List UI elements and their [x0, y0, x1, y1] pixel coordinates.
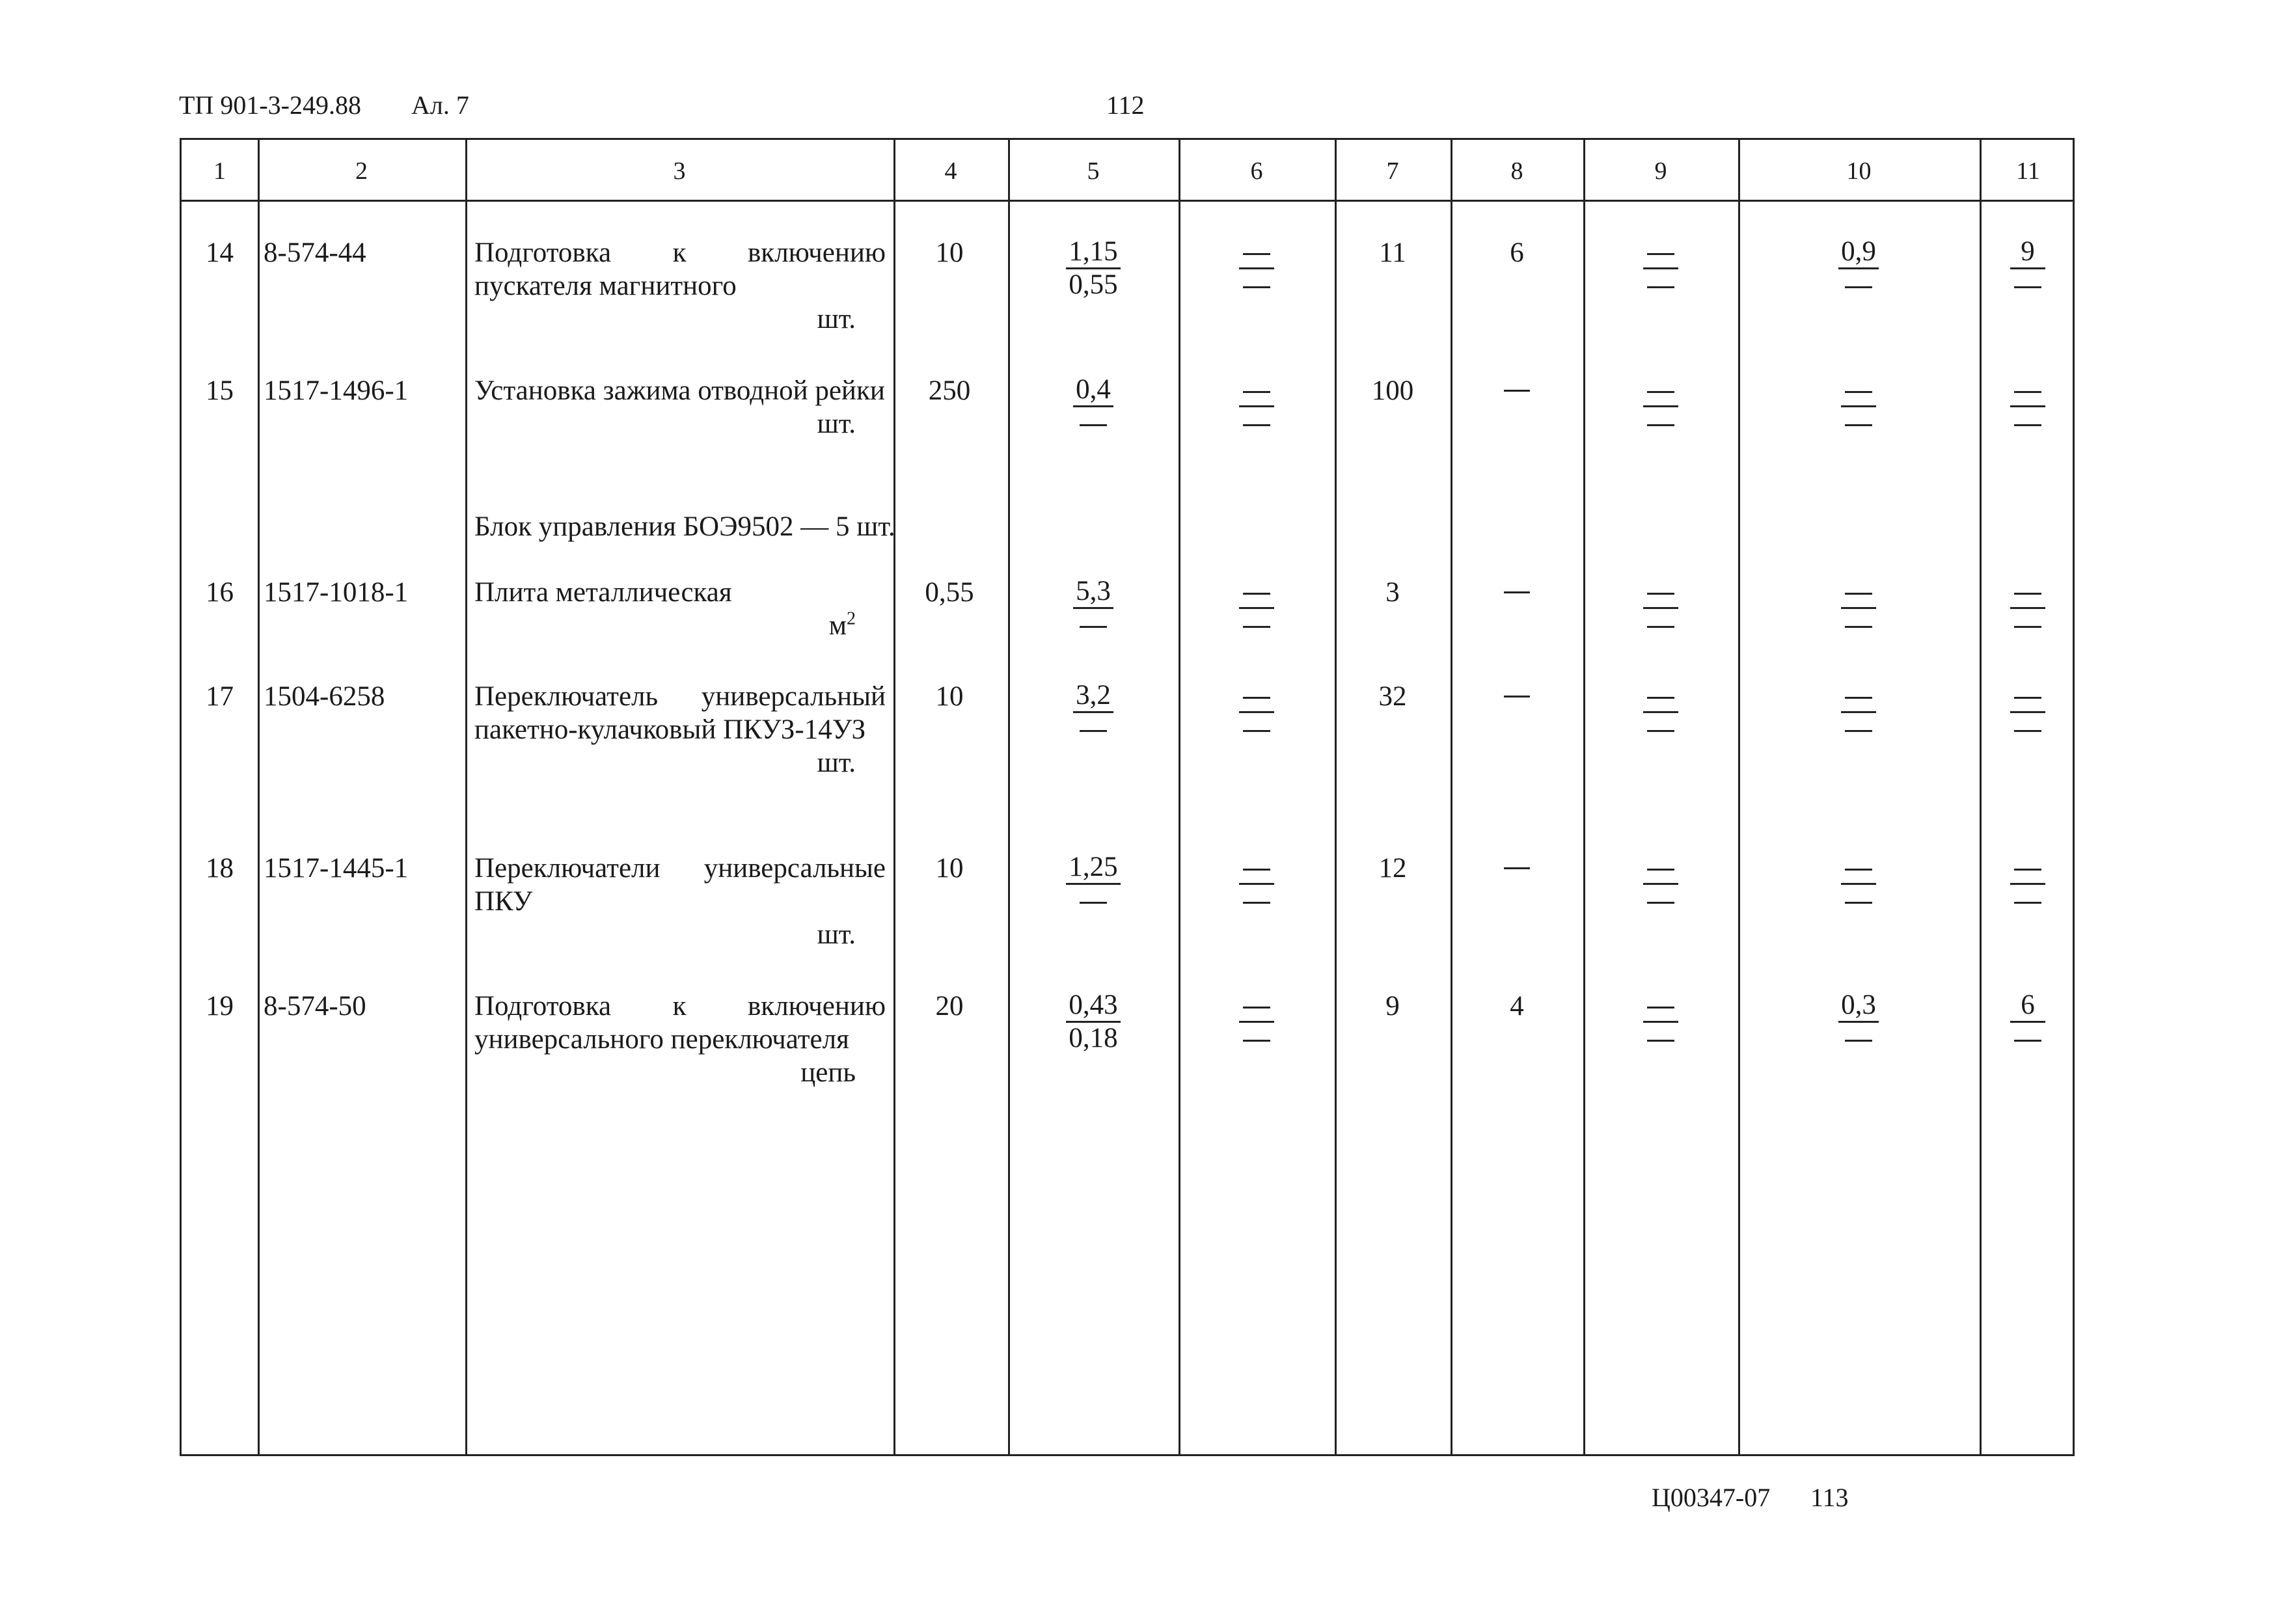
- column-divider: [258, 140, 260, 1454]
- work-description: [474, 852, 886, 951]
- description-text: Подготовка к включению универсального переключателя: [474, 991, 886, 1055]
- quantity: 10: [935, 853, 964, 884]
- description-text: Переключатели универсальные ПКУ: [474, 853, 886, 917]
- quantity: 0,55: [925, 577, 974, 608]
- unit-label: шт.: [817, 304, 856, 334]
- description-text: Плита металлическая: [474, 577, 732, 608]
- col10-value: [1820, 374, 1898, 439]
- row-number: 19: [206, 991, 234, 1022]
- column-header-4: 4: [944, 157, 957, 185]
- quantity: 250: [928, 375, 971, 406]
- col7-value: 12: [1378, 853, 1407, 884]
- col9-value: [1622, 576, 1700, 640]
- col6-value: [1218, 236, 1296, 301]
- sheet-label: Ал. 7: [411, 90, 469, 120]
- column-divider: [1008, 140, 1010, 1454]
- price-code: 1517-1445-1: [264, 853, 409, 884]
- col6-value: [1218, 374, 1296, 439]
- work-description: [474, 236, 886, 336]
- description-text: Переключатель универсальный пакетно-кулачковый ПКУЗ-14УЗ: [474, 681, 886, 745]
- price-code: 1517-1018-1: [264, 577, 409, 608]
- footer-page-number: 113: [1810, 1483, 1849, 1512]
- col7-value: 9: [1385, 991, 1400, 1022]
- col6-value: [1218, 576, 1296, 640]
- col6-value: [1218, 680, 1296, 744]
- col8-value: 6: [1510, 237, 1524, 268]
- price-code: 8-574-50: [264, 991, 366, 1022]
- header-divider: [182, 200, 2073, 202]
- column-header-11: 11: [2016, 157, 2040, 185]
- col11-value: 9: [1989, 236, 2067, 301]
- col9-value: [1622, 852, 1700, 916]
- column-divider: [1335, 140, 1337, 1454]
- row-number: 15: [206, 375, 234, 406]
- column-divider: [465, 140, 467, 1454]
- column-header-8: 8: [1510, 157, 1523, 185]
- col7-value: 11: [1379, 237, 1406, 268]
- unit-label: шт.: [817, 409, 856, 439]
- col11-value: 6: [1989, 990, 2067, 1054]
- col10-value: [1820, 576, 1898, 640]
- column-header-10: 10: [1846, 157, 1872, 185]
- column-header-7: 7: [1386, 157, 1399, 185]
- col5-value: 1,25: [1054, 852, 1132, 916]
- col6-value: [1218, 852, 1296, 916]
- estimate-table: [180, 138, 2075, 1456]
- section-title: Блок управления БОЭ9502 — 5 шт.: [474, 511, 895, 542]
- work-description: [474, 680, 886, 779]
- col9-value: [1622, 374, 1700, 439]
- col5-value: $\frac{1,15}{0,55}$: [1054, 236, 1132, 301]
- col9-value: [1622, 990, 1700, 1054]
- unit-label: $м^2$: [828, 608, 856, 641]
- column-divider: [1451, 140, 1452, 1454]
- column-header-9: 9: [1654, 157, 1667, 185]
- row-number: 14: [206, 237, 234, 268]
- col5-value: $\frac{0,43}{0,18}$: [1054, 990, 1132, 1054]
- work-description: [474, 576, 886, 642]
- col11-value: [1989, 576, 2067, 640]
- footer-document-code: Ц00347-07: [1652, 1483, 1771, 1512]
- col9-value: [1622, 236, 1700, 301]
- col5-value: 3,2: [1054, 680, 1132, 744]
- col10-value: [1820, 680, 1898, 744]
- column-header-2: 2: [355, 157, 368, 185]
- description-text: Установка зажима отводной рейки: [474, 375, 885, 406]
- unit-label: цепь: [800, 1057, 856, 1088]
- price-code: 1517-1496-1: [264, 375, 409, 406]
- column-divider: [1980, 140, 1982, 1454]
- col11-value: [1989, 680, 2067, 744]
- col6-value: [1218, 990, 1296, 1054]
- column-header-3: 3: [673, 157, 686, 185]
- col10-value: [1820, 852, 1898, 916]
- col7-value: 100: [1371, 375, 1414, 406]
- col7-value: 32: [1378, 681, 1407, 712]
- col10-value: 0,9: [1820, 236, 1898, 301]
- column-header-6: 6: [1250, 157, 1263, 185]
- col8-dash: [1504, 867, 1530, 869]
- col11-value: [1989, 852, 2067, 916]
- col10-value: 0,3: [1820, 990, 1898, 1054]
- col8-dash: [1504, 591, 1530, 593]
- row-number: 17: [206, 681, 234, 712]
- description-text: Подготовка к включению пускателя магнитного: [474, 237, 886, 301]
- column-divider: [1738, 140, 1740, 1454]
- quantity: 10: [935, 681, 964, 712]
- col8-dash: [1504, 696, 1530, 697]
- document-code: ТП 901-3-249.88: [179, 90, 361, 120]
- col5-value: 5,3: [1054, 576, 1132, 640]
- work-description: [474, 374, 886, 440]
- page-number: 112: [1106, 90, 1145, 120]
- row-number: 18: [206, 853, 234, 884]
- column-divider: [893, 140, 895, 1454]
- price-code: 1504-6258: [264, 681, 385, 712]
- col5-value: 0,4: [1054, 374, 1132, 439]
- quantity: 10: [935, 237, 964, 268]
- col9-value: [1622, 680, 1700, 744]
- work-description: [474, 990, 886, 1089]
- price-code: 8-574-44: [264, 237, 366, 268]
- column-header-1: 1: [213, 157, 226, 185]
- col7-value: 3: [1385, 577, 1400, 608]
- col8-value: 4: [1510, 991, 1524, 1022]
- column-header-5: 5: [1087, 157, 1100, 185]
- col11-value: [1989, 374, 2067, 439]
- row-number: 16: [206, 577, 234, 608]
- unit-label: шт.: [817, 919, 856, 950]
- col8-dash: [1504, 390, 1530, 392]
- unit-label: шт.: [817, 748, 856, 778]
- column-divider: [1583, 140, 1585, 1454]
- quantity: 20: [935, 991, 964, 1022]
- column-divider: [1179, 140, 1180, 1454]
